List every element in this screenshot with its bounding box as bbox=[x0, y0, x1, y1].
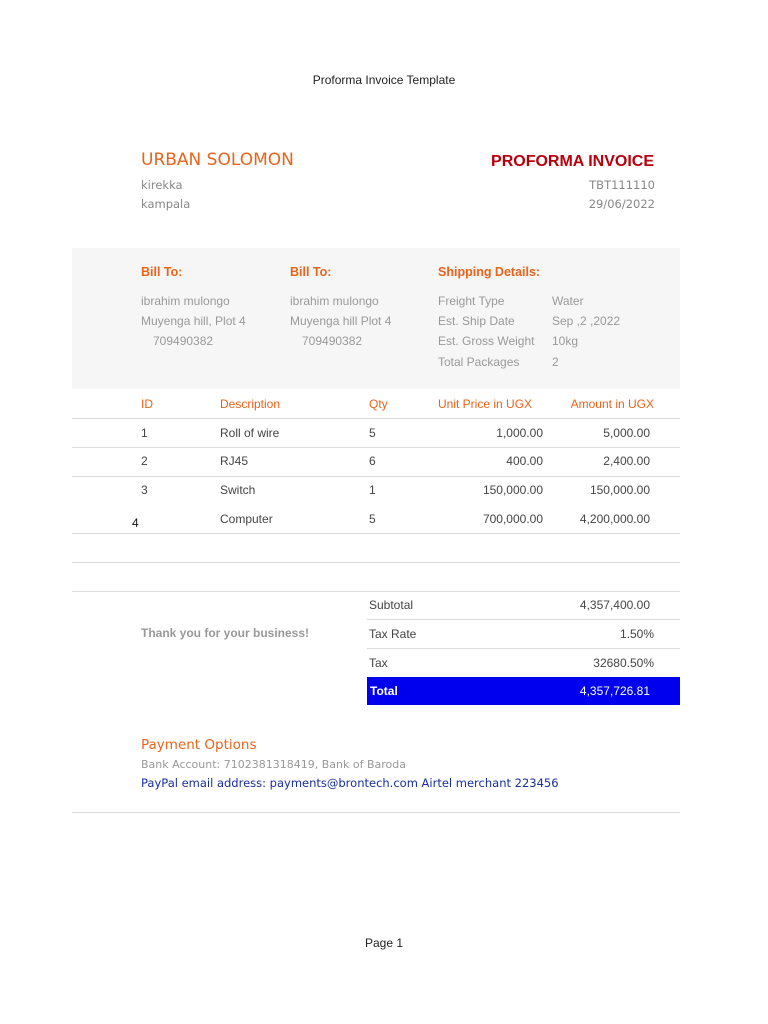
invoice-number: TBT111110 bbox=[589, 178, 655, 192]
subtotal-value: 4,357,400.00 bbox=[579, 598, 650, 612]
tax-rate-label: Tax Rate bbox=[369, 627, 417, 641]
table-row-id: 3 bbox=[141, 483, 148, 497]
table-row-amount: 4,200,000.00 bbox=[579, 512, 650, 526]
bank-account: Bank Account: 7102381318419, Bank of Baroda bbox=[141, 758, 406, 771]
document-title: Proforma Invoice Template bbox=[312, 73, 456, 87]
table-row-unit-price: 700,000.00 bbox=[482, 512, 543, 526]
shipping-value: Sep ,2 ,2022 bbox=[552, 314, 621, 328]
table-row-description: Computer bbox=[220, 512, 273, 526]
payment-options-title: Payment Options bbox=[141, 737, 257, 753]
invoice-title: PROFORMA INVOICE bbox=[491, 153, 654, 170]
shipping-label: Est. Ship Date bbox=[438, 314, 515, 328]
table-divider bbox=[72, 562, 680, 563]
shipping-value: 10kg bbox=[552, 334, 579, 348]
table-row-unit-price: 150,000.00 bbox=[482, 483, 543, 497]
shipping-value: 2 bbox=[552, 355, 559, 369]
table-divider bbox=[72, 476, 680, 477]
table-row-unit-price: 1,000.00 bbox=[496, 426, 543, 440]
table-row-description: Switch bbox=[220, 483, 256, 497]
shipping-heading: Shipping Details: bbox=[438, 265, 541, 279]
tax-rate-value: 1.50% bbox=[619, 627, 654, 641]
invoice-date: 29/06/2022 bbox=[588, 197, 655, 211]
total-label: Total bbox=[370, 684, 398, 698]
shipping-label: Est. Gross Weight bbox=[438, 334, 535, 348]
table-divider bbox=[72, 447, 680, 448]
tax-value: 32680.50% bbox=[593, 656, 654, 670]
paypal-info: PayPal email address: payments@brontech.com Airtel merchant 223456 bbox=[141, 776, 559, 790]
shipping-value: Water bbox=[552, 294, 584, 308]
table-row-description: Roll of wire bbox=[220, 426, 280, 440]
table-divider bbox=[72, 418, 680, 419]
company-name: URBAN SOLOMON bbox=[141, 150, 294, 170]
bill-to-phone-2: 709490382 bbox=[302, 334, 363, 348]
table-row-amount: 5,000.00 bbox=[603, 426, 650, 440]
totals-divider bbox=[367, 648, 680, 649]
table-row-qty: 5 bbox=[369, 512, 376, 526]
shipping-label: Freight Type bbox=[438, 294, 505, 308]
table-row-id: 1 bbox=[141, 426, 148, 440]
table-row-unit-price: 400.00 bbox=[506, 454, 543, 468]
bill-to-address-2: Muyenga hill Plot 4 bbox=[290, 314, 392, 328]
thank-you-message: Thank you for your business! bbox=[141, 626, 310, 640]
column-header-description: Description bbox=[220, 397, 281, 411]
table-divider bbox=[72, 591, 680, 592]
bill-to-name-2: ibrahim mulongo bbox=[290, 294, 379, 308]
totals-divider bbox=[367, 619, 680, 620]
company-address-line2: kampala bbox=[141, 197, 191, 211]
subtotal-label: Subtotal bbox=[369, 598, 414, 612]
table-row-qty: 6 bbox=[369, 454, 376, 468]
table-row-id: 2 bbox=[141, 454, 148, 468]
tax-label: Tax bbox=[369, 656, 388, 670]
bill-to-heading-1: Bill To: bbox=[141, 265, 183, 279]
page-number: Page 1 bbox=[364, 936, 404, 950]
table-row-amount: 150,000.00 bbox=[589, 483, 650, 497]
column-header-amount: Amount in UGX bbox=[570, 397, 654, 411]
table-divider bbox=[72, 533, 680, 534]
table-row-amount: 2,400.00 bbox=[603, 454, 650, 468]
bill-to-phone-1: 709490382 bbox=[153, 334, 214, 348]
column-header-id: ID bbox=[141, 397, 153, 411]
shipping-label: Total Packages bbox=[438, 355, 520, 369]
total-value: 4,357,726.81 bbox=[579, 684, 650, 698]
bill-to-address-1: Muyenga hill, Plot 4 bbox=[141, 314, 246, 328]
footer-divider bbox=[72, 812, 680, 813]
table-row-id: 4 bbox=[132, 516, 139, 530]
bill-to-name-1: ibrahim mulongo bbox=[141, 294, 230, 308]
column-header-unit-price: Unit Price in UGX bbox=[438, 397, 533, 411]
table-row-description: RJ45 bbox=[220, 454, 249, 468]
table-row-qty: 1 bbox=[369, 483, 376, 497]
column-header-qty: Qty bbox=[369, 397, 388, 411]
bill-to-heading-2: Bill To: bbox=[290, 265, 332, 279]
company-address-line1: kirekka bbox=[141, 178, 183, 192]
table-row-qty: 5 bbox=[369, 426, 376, 440]
